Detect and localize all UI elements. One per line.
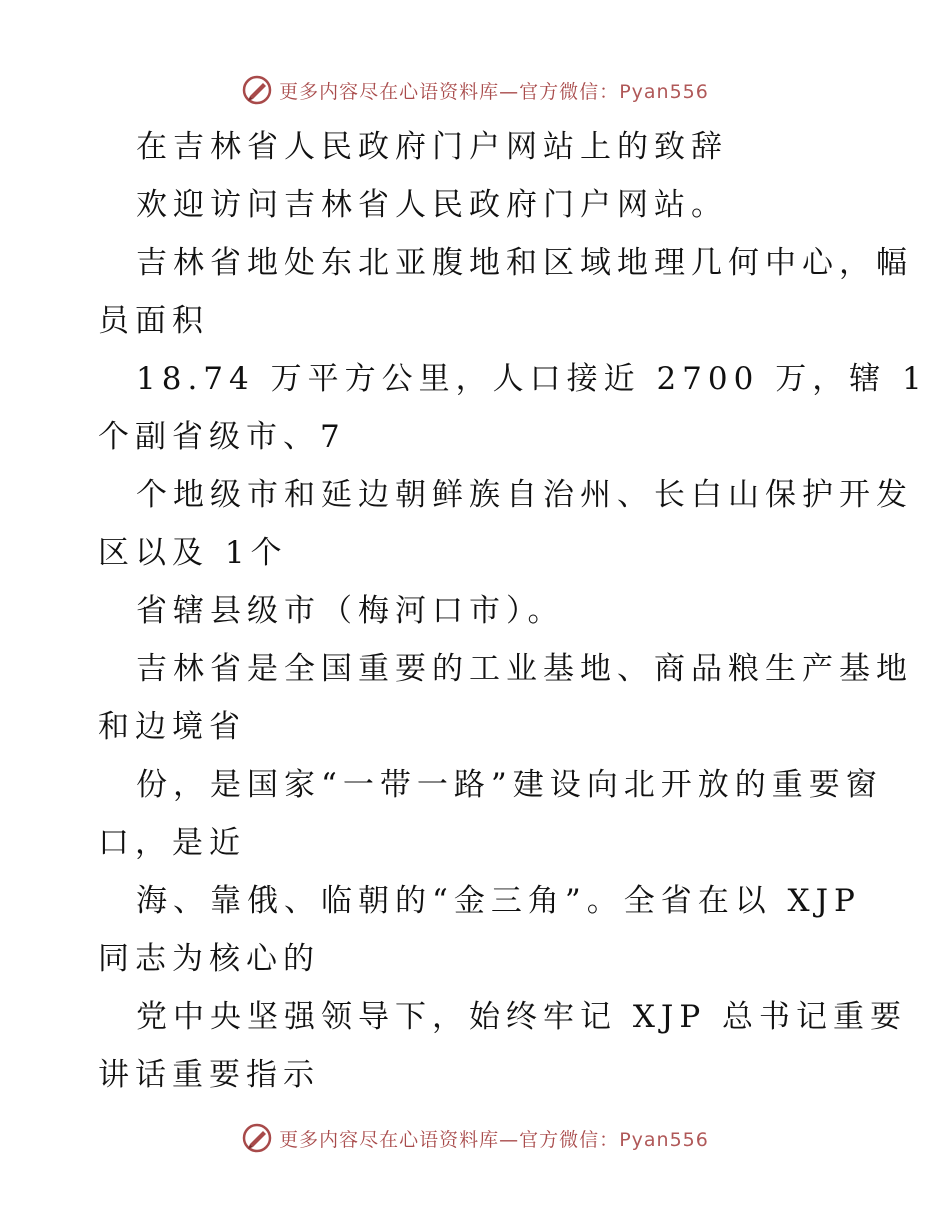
header-banner bbox=[0, 70, 950, 110]
footer-banner bbox=[0, 1118, 950, 1158]
text-line: 区以及 1个 bbox=[98, 535, 288, 571]
text-line: 党中央坚强领导下，始终牢记 XJP 总书记重要 bbox=[136, 999, 908, 1035]
text-line: 和边境省 bbox=[98, 709, 246, 745]
banner-text bbox=[279, 77, 709, 104]
text-line: 欢迎访问吉林省人民政府门户网站。 bbox=[136, 187, 728, 223]
text-line: 员面积 bbox=[98, 303, 209, 339]
text-line: 吉林省地处东北亚腹地和区域地理几何中心，幅 bbox=[136, 245, 913, 281]
text-line: 同志为核心的 bbox=[98, 941, 320, 977]
banner-main-text: 更多内容尽在心语资料库 bbox=[279, 1128, 500, 1151]
text-line: 个地级市和延边朝鲜族自治州、长白山保护开发 bbox=[136, 477, 913, 513]
banner-text bbox=[279, 1125, 709, 1152]
pen-seal-icon bbox=[241, 74, 273, 106]
text-line: 在吉林省人民政府门户网站上的致辞 bbox=[136, 129, 728, 165]
banner-separator: — bbox=[499, 1128, 520, 1151]
banner-official-text: 官方微信： bbox=[519, 1128, 620, 1151]
text-line: 讲话重要指示 bbox=[98, 1057, 320, 1093]
banner-separator: — bbox=[499, 80, 520, 103]
banner-official-text: 官方微信： bbox=[519, 80, 620, 103]
text-line: 份，是国家“一带一路”建设向北开放的重要窗 bbox=[136, 767, 883, 803]
banner-main-text: 更多内容尽在心语资料库 bbox=[279, 80, 500, 103]
pen-seal-icon bbox=[241, 1122, 273, 1154]
text-line: 省辖县级市（梅河口市）。 bbox=[136, 593, 565, 629]
banner-brand: Pyan556 bbox=[619, 1128, 709, 1151]
text-line: 口，是近 bbox=[98, 825, 246, 861]
text-line: 18.74 万平方公里，人口接近 2700 万，辖 1 bbox=[136, 361, 928, 397]
text-line: 吉林省是全国重要的工业基地、商品粮生产基地 bbox=[136, 651, 913, 687]
text-line: 海、靠俄、临朝的“金三角”。全省在以 XJP bbox=[136, 883, 861, 919]
text-line: 个副省级市、7 bbox=[98, 419, 346, 455]
document-body bbox=[98, 118, 928, 1104]
banner-brand: Pyan556 bbox=[619, 80, 709, 103]
